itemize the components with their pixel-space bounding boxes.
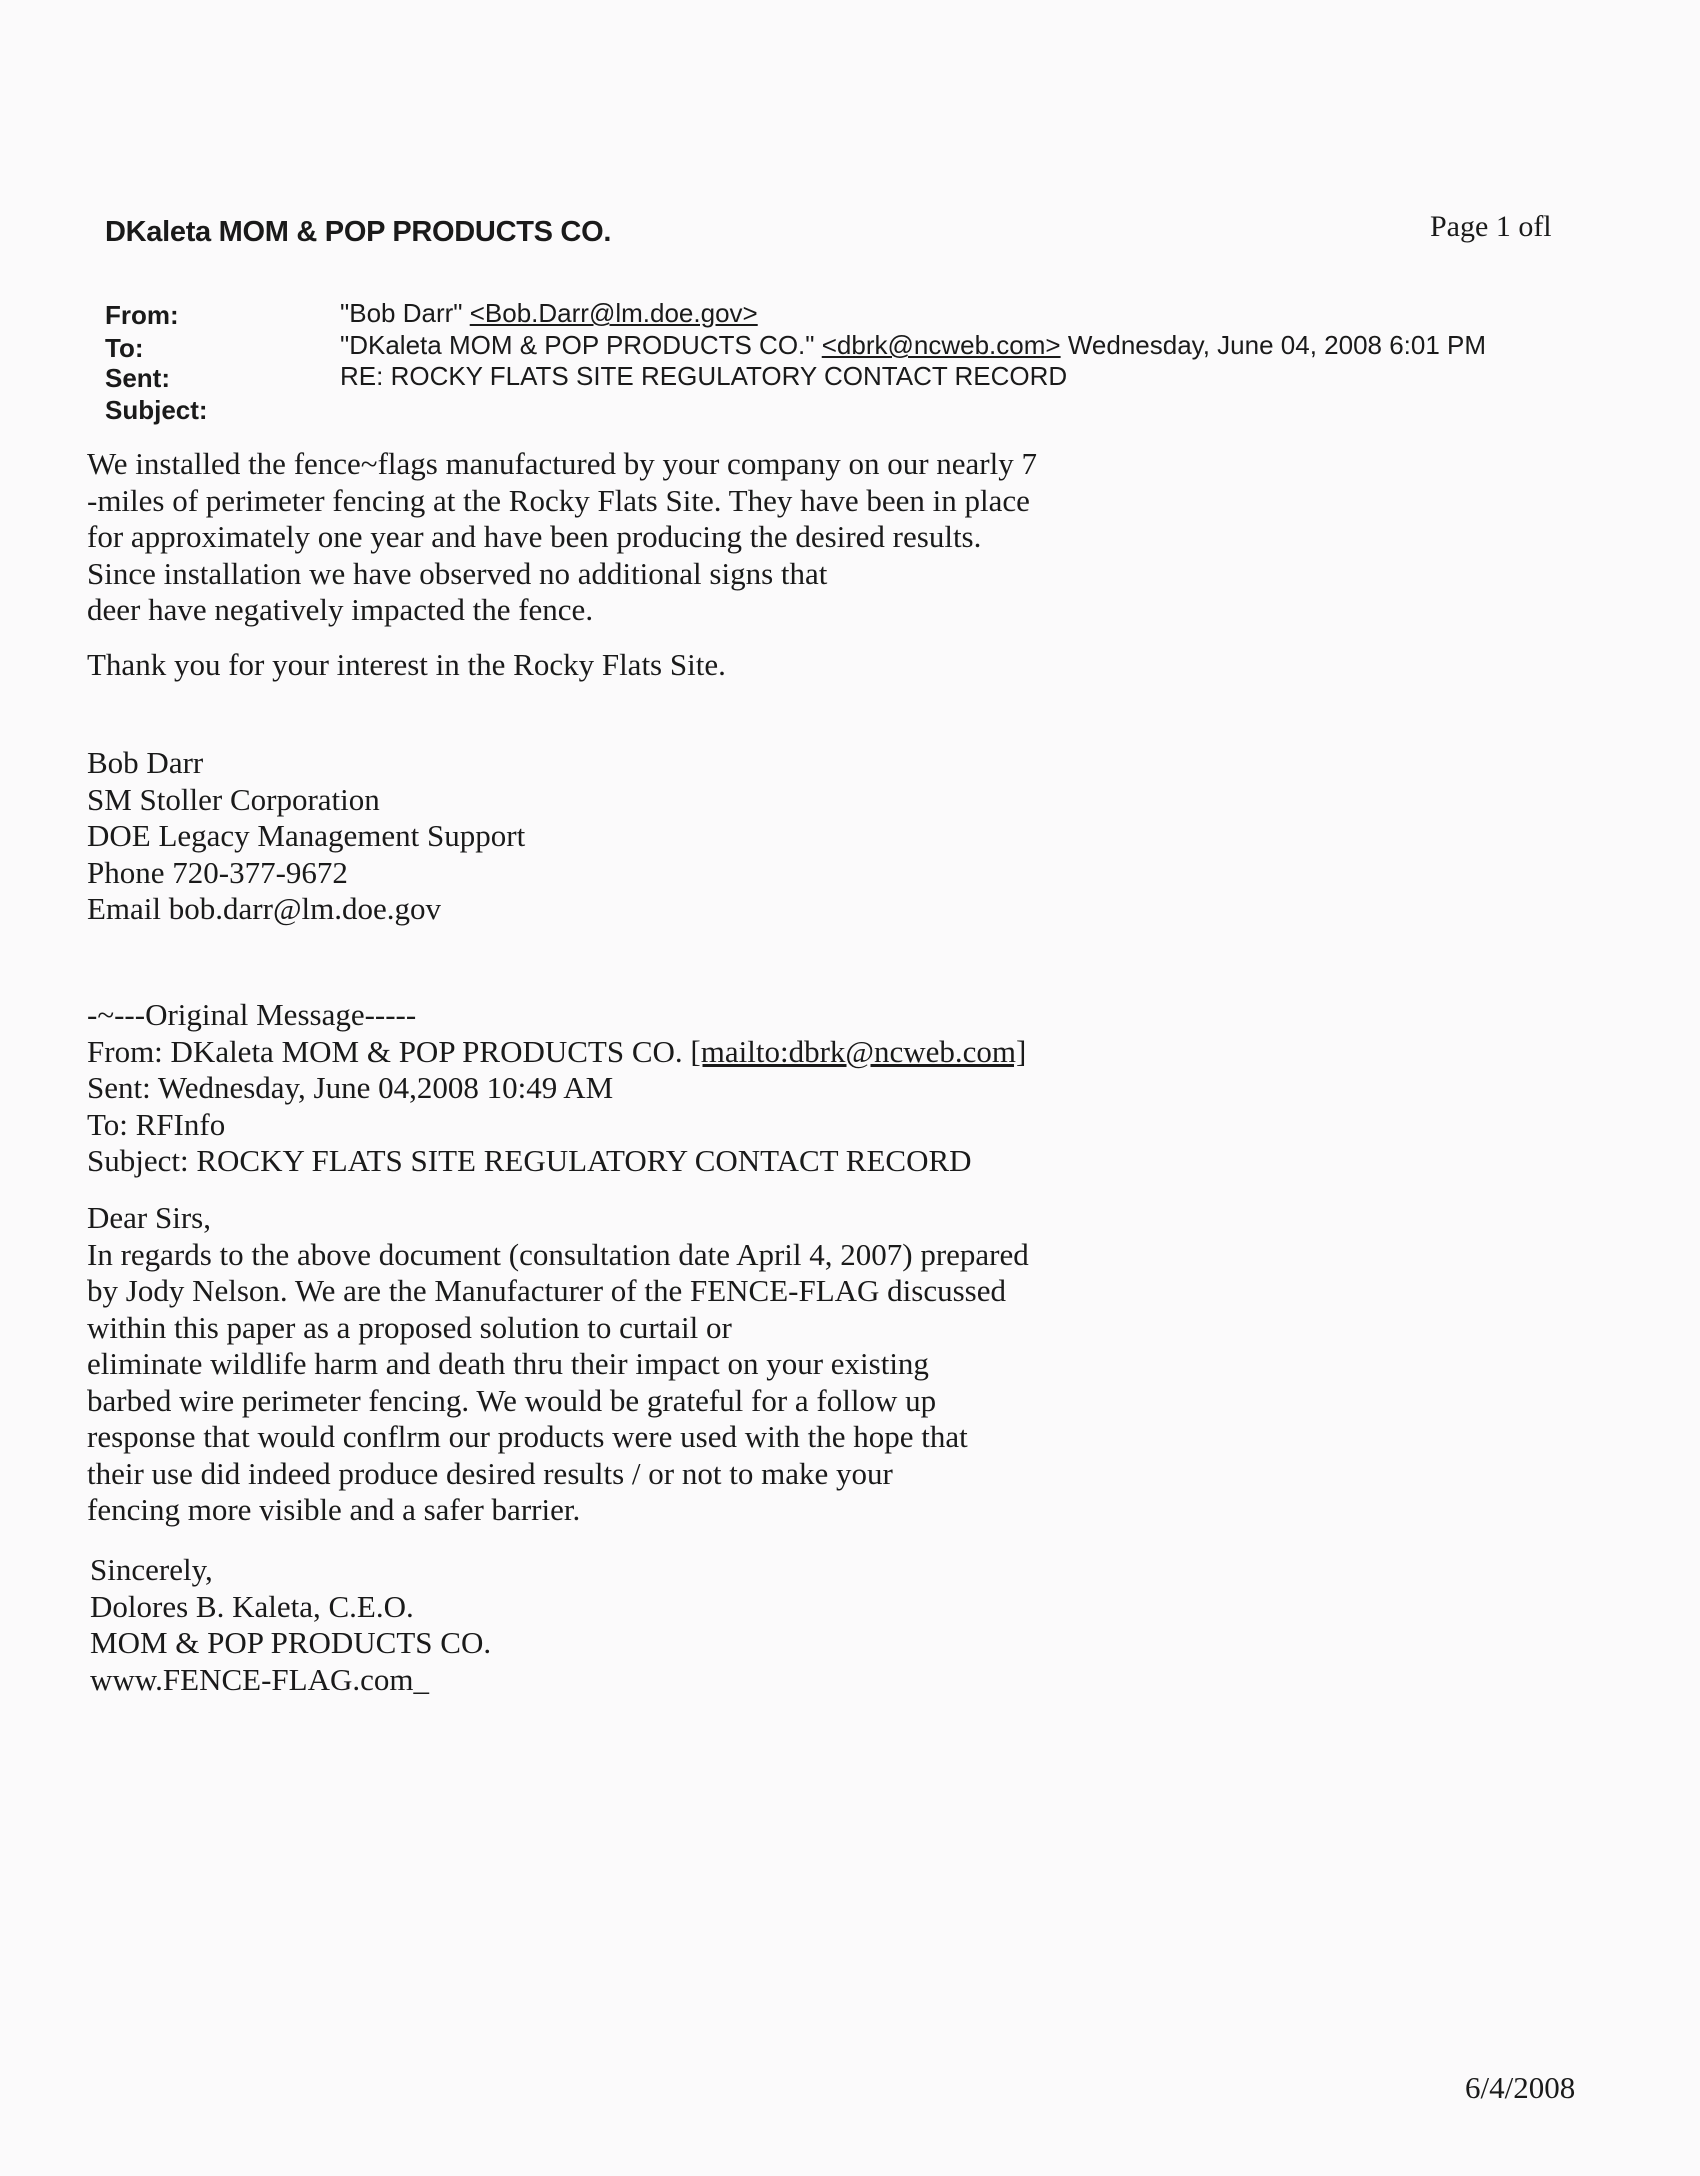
signature-name: Bob Darr: [87, 745, 204, 780]
to-name: "DKaleta MOM & POP PRODUCTS CO.": [340, 330, 815, 360]
original-subject: Subject: ROCKY FLATS SITE REGULATORY CONTACT RECORD: [87, 1143, 972, 1178]
signature-department: DOE Legacy Management Support: [87, 818, 526, 853]
original-line: by Jody Nelson. We are the Manufacturer of the FENCE-FLAG discussed: [87, 1273, 1006, 1308]
original-from: [87, 1034, 1026, 1071]
to-label: To:: [105, 333, 144, 363]
original-line: within this paper as a proposed solution to curtail or: [87, 1309, 732, 1345]
original-from-text: From: DKaleta MOM & POP PRODUCTS CO.: [87, 1033, 691, 1069]
reply-body: [87, 446, 1037, 629]
to-email-link[interactable]: <dbrk@ncweb.com>: [821, 330, 1061, 360]
original-mailto-link[interactable]: [mailto:dbrk@ncweb.com]: [690, 1033, 1027, 1069]
original-line: response that would conflrm our products were used with the hope that: [87, 1419, 968, 1454]
sent-value: Wednesday, June 04, 2008 6:01 PM: [1067, 330, 1487, 360]
signature-email: Email bob.darr@lm.doe.gov: [87, 891, 441, 926]
original-to: To: RFInfo: [87, 1106, 226, 1142]
signature-phone: Phone 720-377-9672: [87, 854, 348, 890]
from-value: [340, 298, 758, 329]
from-label: From:: [105, 300, 179, 330]
original-line: their use did indeed produce desired results / or not to make your: [87, 1455, 893, 1491]
reply-line: Since installation we have observed no additional signs that: [87, 555, 828, 591]
sender-website: www.FENCE-FLAG.com_: [90, 1661, 429, 1697]
sent-label: Sent:: [105, 363, 170, 393]
original-line: eliminate wildlife harm and death thru their impact on your existing: [87, 1346, 929, 1381]
closing: Sincerely,: [90, 1552, 213, 1587]
sender-name: Dolores B. Kaleta, C.E.O.: [90, 1588, 414, 1624]
signature-company: SM Stoller Corporation: [87, 781, 380, 817]
original-greeting: Dear Sirs,: [87, 1200, 211, 1235]
reply-line: We installed the fence~flags manufactured by your company on our nearly 7: [87, 446, 1037, 481]
subject-label: Subject:: [105, 395, 208, 425]
document-title: DKaleta MOM & POP PRODUCTS CO.: [105, 216, 612, 248]
original-message-body: [87, 1200, 1029, 1529]
to-value: [340, 330, 1486, 361]
reply-line: deer have negatively impacted the fence.: [87, 592, 594, 627]
subject-value: RE: ROCKY FLATS SITE REGULATORY CONTACT RECORD: [340, 361, 1068, 391]
sender-company: MOM & POP PRODUCTS CO.: [90, 1625, 492, 1660]
from-email-link[interactable]: <Bob.Darr@lm.doe.gov>: [469, 298, 758, 328]
original-line: barbed wire perimeter fencing. We would be grateful for a follow up: [87, 1382, 937, 1418]
original-sent: Sent: Wednesday, June 04,2008 10:49 AM: [87, 1070, 614, 1105]
reply-thanks: Thank you for your interest in the Rocky Flats Site.: [87, 647, 726, 682]
reply-line: for approximately one year and have been producing the desired results.: [87, 519, 982, 554]
page-number: Page 1 ofl: [1430, 210, 1552, 243]
original-line: In regards to the above document (consultation date April 4, 2007) prepared: [87, 1236, 1029, 1272]
original-line: fencing more visible and a safer barrier.: [87, 1492, 581, 1527]
original-message-separator: -~---Original Message-----: [87, 997, 417, 1032]
from-name: "Bob Darr": [340, 298, 463, 328]
footer-date: 6/4/2008: [1465, 2070, 1576, 2105]
signature-block: [87, 745, 525, 928]
original-signature: [90, 1552, 491, 1698]
reply-line: -miles of perimeter fencing at the Rocky Flats Site. They have been in place: [87, 482, 1030, 518]
original-message-header: [87, 997, 1026, 1180]
